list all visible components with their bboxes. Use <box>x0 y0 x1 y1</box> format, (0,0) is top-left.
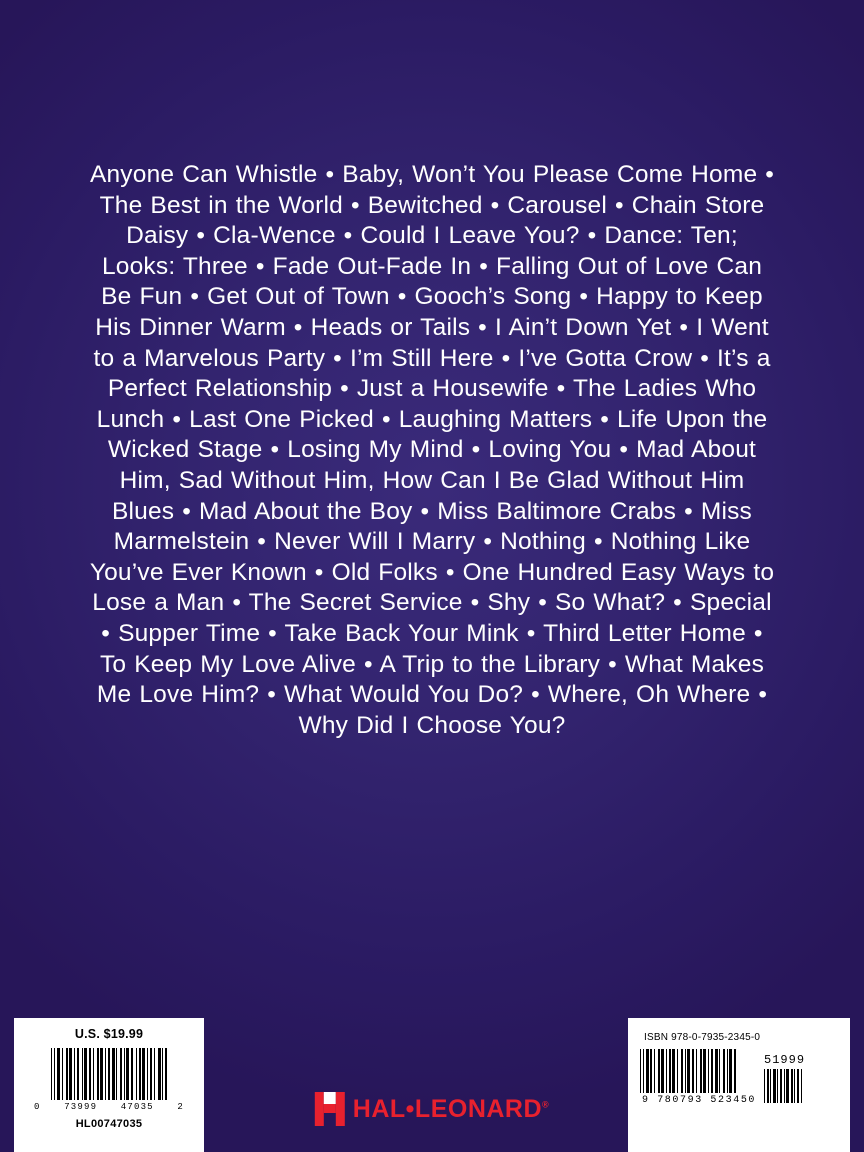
isbn-barcode-block <box>628 1018 850 1152</box>
price-label: U.S. $19.99 <box>74 1027 144 1041</box>
upc-digits-main-right: 47035 <box>120 1102 154 1112</box>
upc-bars <box>51 1048 167 1100</box>
upc-digits-main-left: 73999 <box>64 1102 98 1112</box>
ean-digits: 9 780793 523450 <box>642 1095 757 1106</box>
upc-barcode <box>34 1048 184 1112</box>
isbn-label: ISBN 978-0-7935-2345-0 <box>644 1032 761 1043</box>
registered-mark: ® <box>542 1099 550 1110</box>
price-code-barcode <box>764 1049 805 1103</box>
ean-barcode <box>640 1049 756 1106</box>
hal-leonard-mark-icon <box>315 1092 345 1126</box>
upc-digit-left: 0 <box>34 1102 41 1112</box>
catalog-number: HL00747035 <box>75 1118 143 1130</box>
upc-digits <box>34 1102 184 1112</box>
price-barcode-block <box>14 1018 204 1152</box>
ean-bars <box>640 1049 756 1093</box>
price-code-label: 51999 <box>764 1053 806 1067</box>
publisher-logo <box>315 1092 549 1126</box>
song-list: Anyone Can Whistle • Baby, Won’t You Please Come Home • The Best in the World • Bewitched • Carousel • Chain Store Daisy • Cla-Wence • Could I Leave You? • Dance: Ten; Looks: Three • Fade Out-Fade In • Falling Out of Love Can Be Fun • Get Out of Town • Gooch’s Song • Happy to Keep His Dinner Warm • Heads or Tails • I Ain’t Down Yet • I Went to a Marvelous Party • I’m Still Here • I’ve Gotta Crow • It’s a Perfect Relationship • Just a Housewife • The Ladies Who Lunch • Last One Picked • Laughing Matters • Life Upon the Wicked Stage • Losing My Mind • Loving You • Mad About Him, Sad Without Him, How Can I Be Glad Without Him Blues • Mad About the Boy • Miss Baltimore Crabs • Miss Marmelstein • Never Will I Marry • Nothing • Nothing Like You’ve Ever Known • Old Folks • One Hundred Easy Ways to Lose a Man • The Secret Service • Shy • So What? • Special • Supper Time • Take Back Your Mink • Third Letter Home • To Keep My Love Alive • A Trip to the Library • What Makes Me Love Him? • What Would You Do? • Where, Oh Where • Why Did I Choose You? <box>89 161 775 739</box>
bottom-band <box>0 1018 864 1152</box>
upc-digit-right: 2 <box>177 1102 184 1112</box>
price-code-bars <box>764 1069 805 1103</box>
publisher-name: HAL•LEONARD® <box>352 1094 550 1123</box>
